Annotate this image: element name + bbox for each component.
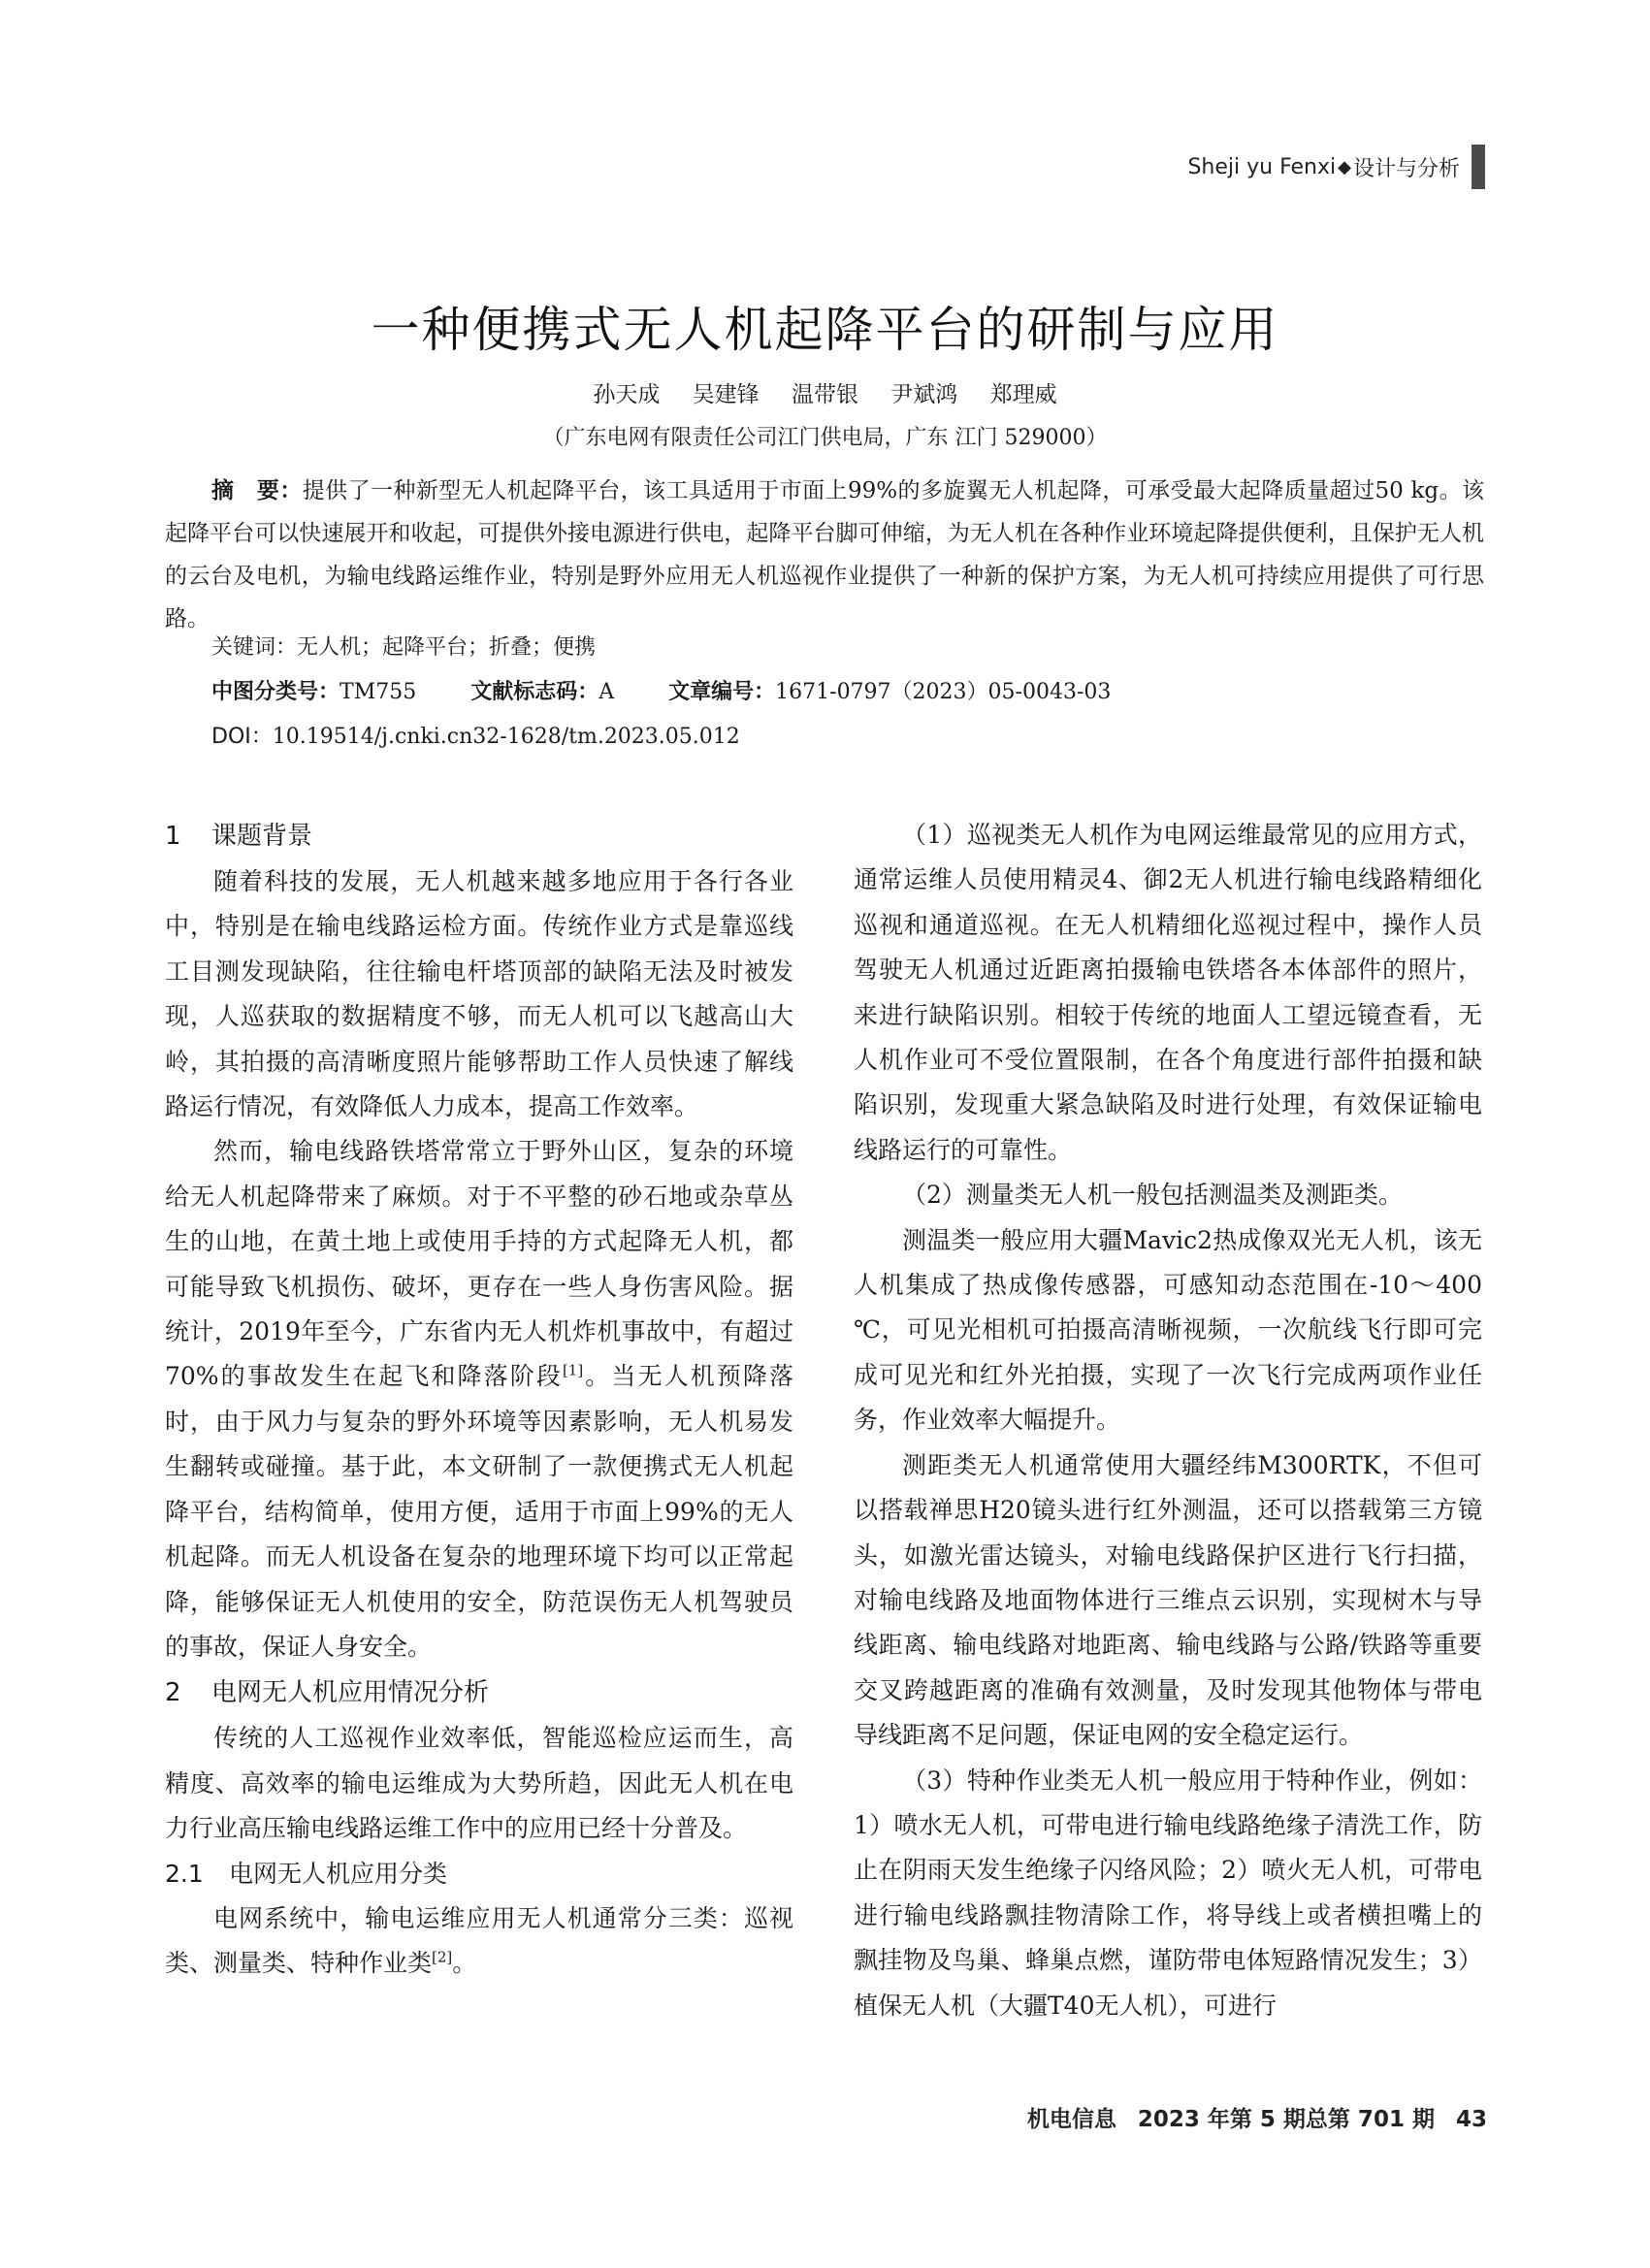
left-column [165,813,793,1986]
paragraph: 随着科技的发展，无人机越来越多地应用于各行各业中，特别是在输电线路运检方面。传统作业方式是靠巡线工目测发现缺陷，往往输电杆塔顶部的缺陷无法及时被发现，人巡获取的数据精度不够，而无人机可以飞越高山大岭，其拍摄的高清晰度照片能够帮助工作人员快速了解线路运行情况，有效降低人力成本，提高工作效率。 [165,867,793,1121]
journal-name: 机电信息 [1026,2107,1116,2132]
abstract [165,470,1484,640]
doc-code-label: 文献标志码： [470,680,599,704]
paragraph: 测距类无人机通常使用大疆经纬M300RTK，不但可以搭载禅思H20镜头进行红外测温，还可以搭载第三方镜头，如激光雷达镜头，对输电线路保护区进行飞行扫描，对输电线路及地面物体进行三维点云识别，实现树木与导线距离、输电线路对地距离、输电线路与公路/铁路等重要交叉跨越距离的准确有效测量，及时发现其他物体与带电导线距离不足问题，保证电网的安全稳定运行。 [854,1450,1482,1750]
paragraph: 测温类一般应用大疆Mavic2热成像双光无人机，该无人机集成了热成像传感器，可感知动态范围在-10～400 ℃，可见光相机可拍摄高清晰视频，一次航线飞行即可完成可见光和红外光拍摄，实现了一次飞行完成两项作业任务，作业效率大幅提升。 [854,1225,1482,1435]
classification-row [211,675,1111,705]
paragraph: （3）特种作业类无人机一般应用于特种作业，例如：1）喷水无人机，可带电进行输电线路绝缘子清洗工作，防止在阴雨天发生绝缘子闪络风险；2）喷火无人机，可带电进行输电线路飘挂物清除工作，将导线上或者横担嘴上的飘挂物及鸟巢、蜂巢点燃，谨防带电体短路情况发生；3）植保无人机（大疆T40无人机），可进行 [854,1766,1482,2020]
doi-label: DOI： [211,725,273,749]
clc [211,675,416,705]
article-title: 一种便携式无人机起降平台的研制与应用 [371,302,1279,358]
right-column [854,813,1482,2028]
article-number-value: 1671-0797（2023）05-0043-03 [775,680,1112,704]
running-head-pinyin: Sheji yu Fenxi [1187,154,1337,179]
affiliation: （广东电网有限责任公司江门供电局，广东 江门 529000） [542,426,1108,450]
running-head [1187,144,1485,190]
paragraph: （1）巡视类无人机作为电网运维最常见的应用方式，通常运维人员使用精灵4、御2无人机进行输电线路精细化巡视和通道巡视。在无人机精细化巡视过程中，操作人员驾驶无人机通过近距离拍摄输电铁塔各本体部件的照片，来进行缺陷识别。相较于传统的地面人工望远镜查看，无人机作业可不受位置限制，在各个角度进行部件拍摄和缺陷识别，发现重大紧急缺陷及时进行处理，有效保证输电线路运行的可靠性。 [854,821,1482,1164]
keywords-label: 关键词： [211,635,298,660]
keywords-text: 无人机；起降平台；折叠；便携 [297,635,597,660]
article-number [668,675,1111,705]
clc-value: TM755 [340,680,417,704]
subsection-heading-2-1: 2.1 电网无人机应用分类 [165,1859,448,1888]
paragraph: 电网系统中，输电运维应用无人机通常分三类：巡视类、测量类、特种作业类[2]。 [165,1903,793,1977]
citation-ref[interactable]: [1] [562,1362,584,1380]
doi [211,718,740,757]
section-heading-1: 1 课题背景 [165,822,313,851]
running-head-section: 设计与分析 [1352,156,1460,181]
abstract-text: 提供了一种新型无人机起降平台，该工具适用于市面上99%的多旋翼无人机起降，可承受最大起降质量超过50 kg。该起降平台可以快速展开和收起，可提供外接电源进行供电，起降平台脚可伸缩，为无人机在各种作业环境起降提供便利，且保护无人机的云台及电机，为输电线路运维作业，特别是野外应用无人机巡视作业提供了一种新的保护方案，为无人机可持续应用提供了可行思路。 [165,478,1485,632]
doc-code-value: A [599,680,615,704]
authors: 孙天成 吴建锋 温带银 尹斌鸿 郑理威 [593,382,1057,407]
paragraph: 传统的人工巡视作业效率低，智能巡检应运而生，高精度、高效率的输电运维成为大势所趋，因此无人机在电力行业高压输电线路运维工作中的应用已经十分普及。 [165,1724,793,1843]
doc-code [470,675,614,705]
section-heading-2: 2 电网无人机应用情况分析 [165,1678,490,1708]
clc-label: 中图分类号： [211,680,340,704]
paragraph: （2）测量类无人机一般包括测温类及测距类。 [902,1181,1403,1210]
abstract-label: 摘 要： [211,478,303,503]
article-number-label: 文章编号： [668,680,776,704]
page-footer [1014,2101,1487,2133]
paragraph: 然而，输电线路铁塔常常立于野外山区，复杂的环境给无人机起降带来了麻烦。对于不平整的砂石地或杂草丛生的山地，在黄土地上或使用手持的方式起降无人机，都可能导致飞机损伤、破坏，更存在一些人身伤害风险。据统计，2019年至今，广东省内无人机炸机事故中，有超过70%的事故发生在起飞和降落阶段[1]。当无人机预降落时，由于风力与复杂的野外环境等因素影响，无人机易发生翻转或碰撞。基于此，本文研制了一款便携式无人机起降平台，结构简单，使用方便，适用于市面上99%的无人机起降。而无人机设备在复杂的地理环境下均可以正常起降，能够保证无人机使用的安全，防范误伤无人机驾驶员的事故，保证人身安全。 [165,1137,793,1661]
diamond-icon: ◆ [1338,156,1351,178]
issue-info: 2023 年第 5 期总第 701 期 [1137,2107,1435,2132]
keywords [211,629,596,667]
doi-link[interactable]: 10.19514/j.cnki.cn32-1628/tm.2023.05.012 [272,725,740,749]
page-number: 43 [1455,2107,1487,2132]
citation-ref[interactable]: [2] [432,1948,453,1966]
header-bar [1472,145,1485,189]
